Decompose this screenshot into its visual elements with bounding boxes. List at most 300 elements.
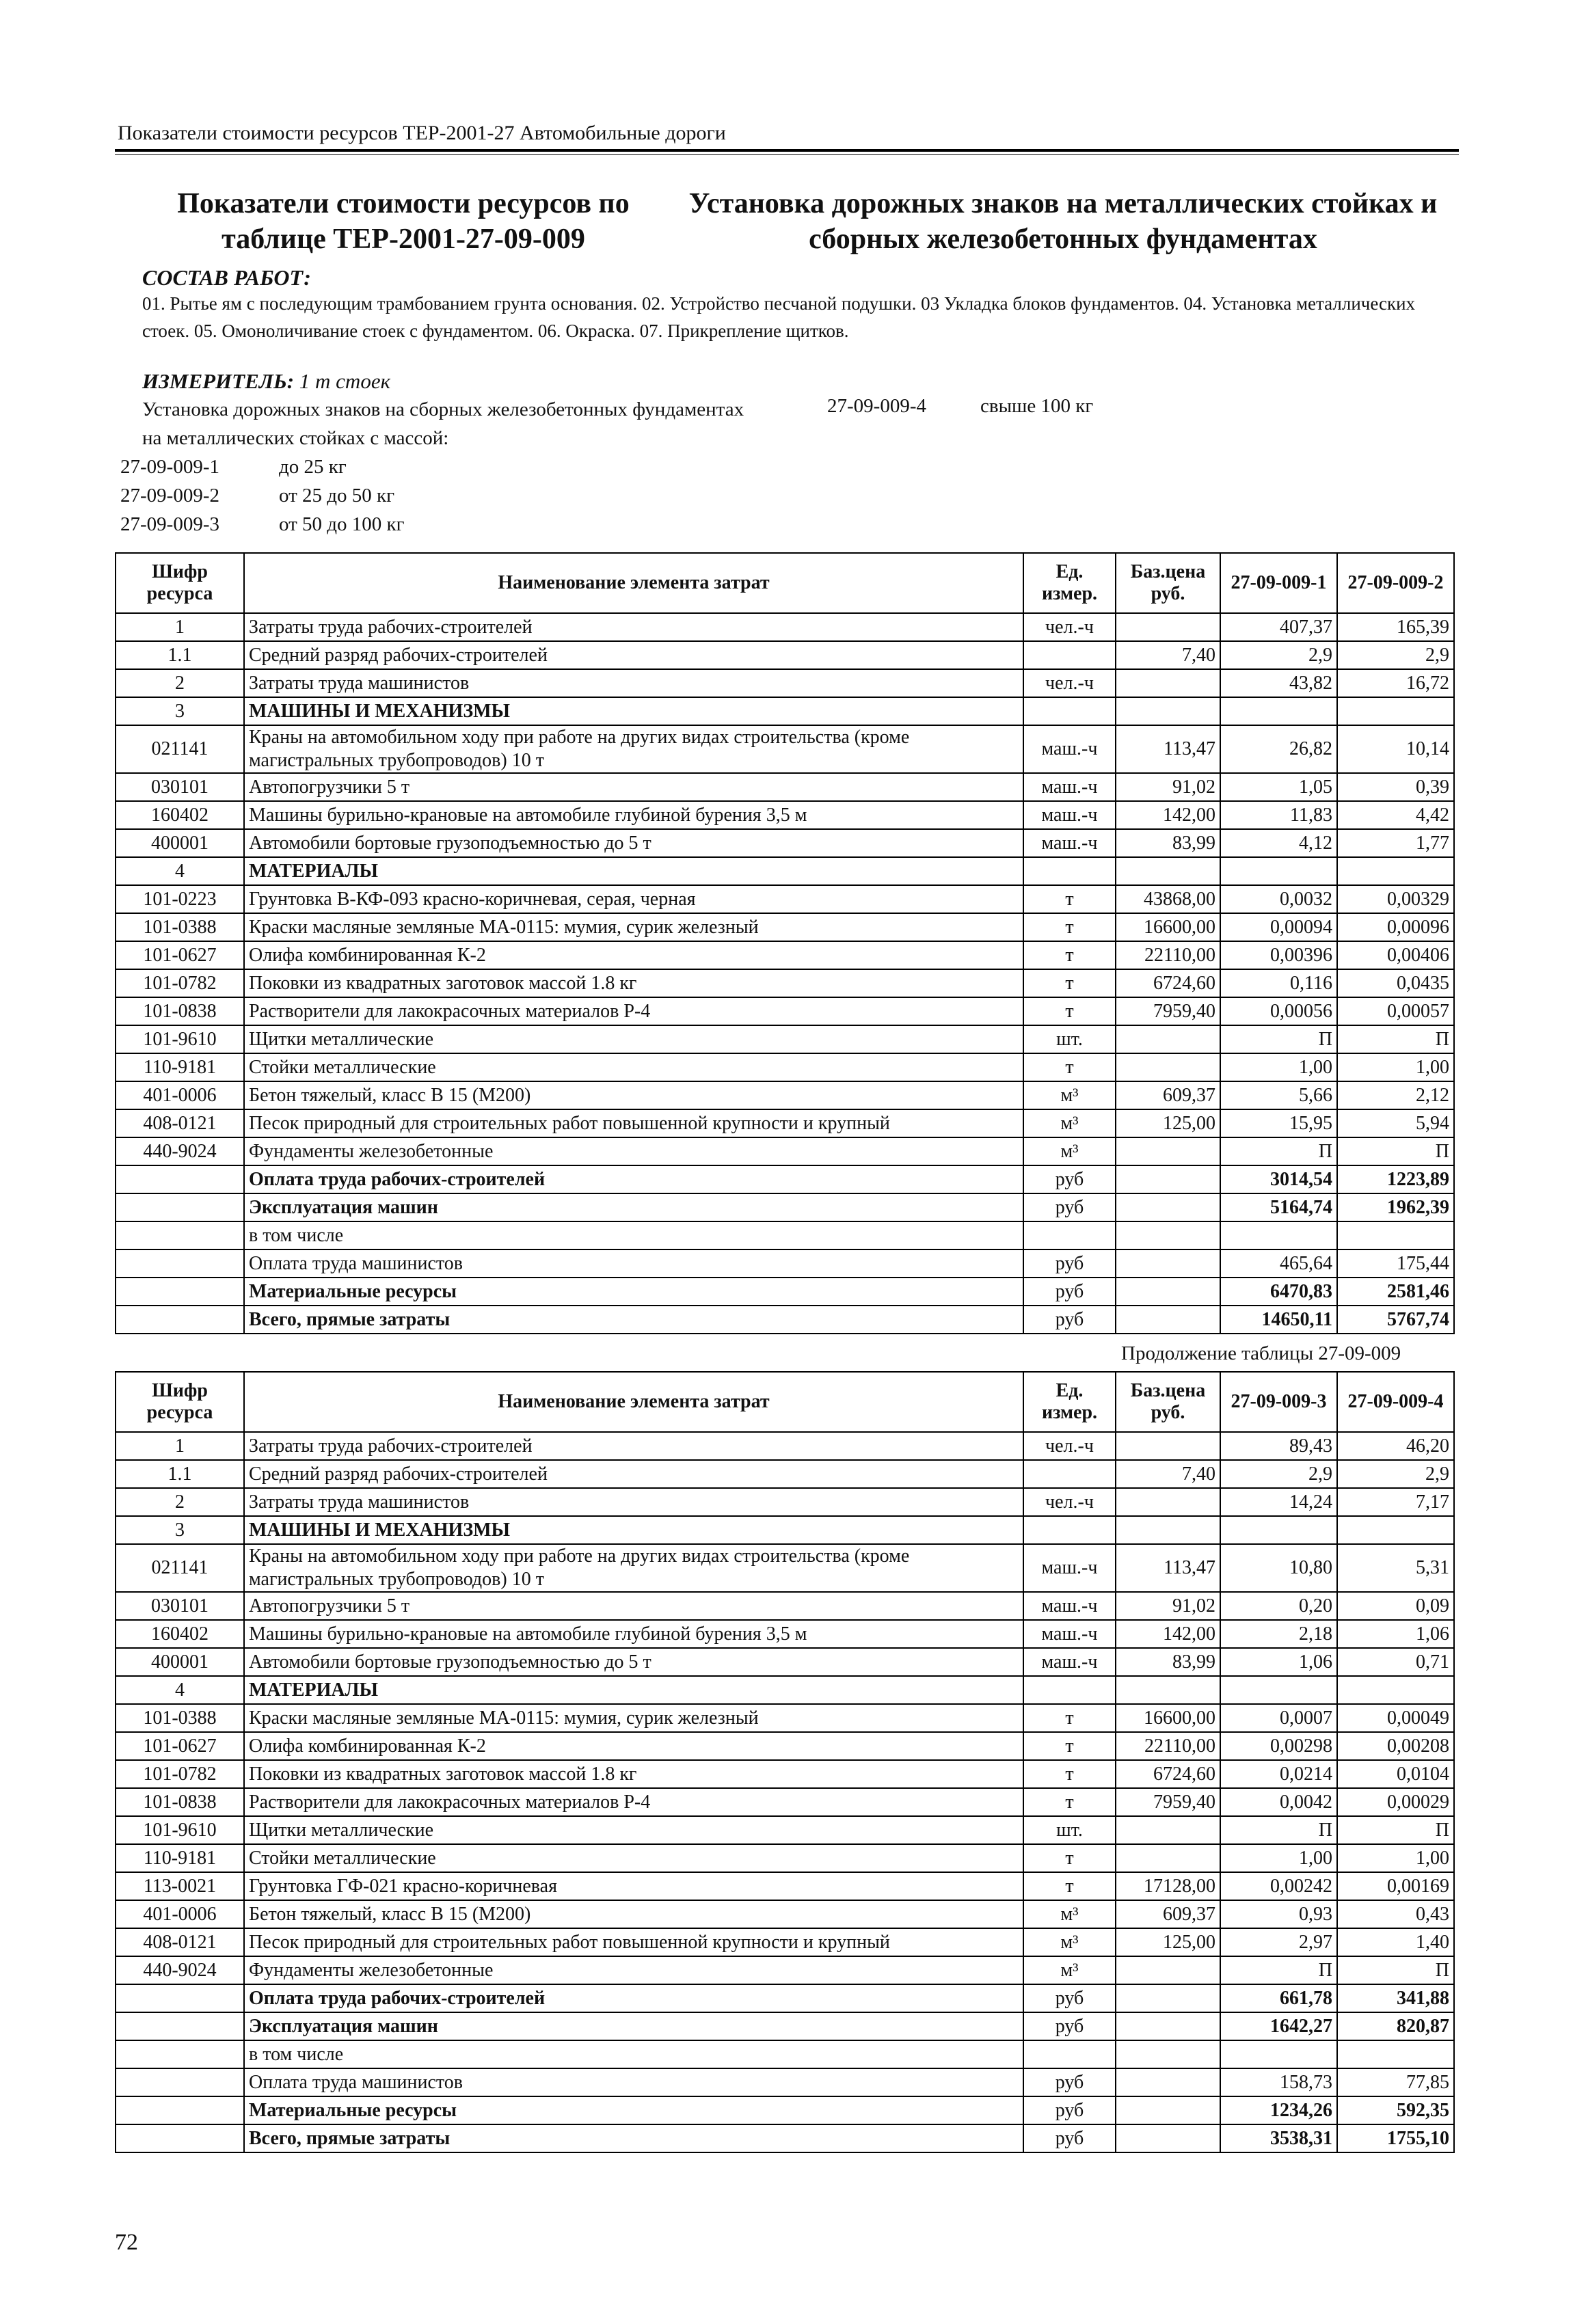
resource-name: Краски масляные земляные МА-0115: мумия, сурик железный: [244, 913, 1023, 941]
total-value: [1220, 1221, 1337, 1249]
total-price-empty: [1116, 1306, 1220, 1334]
resource-name: Затраты труда машинистов: [244, 669, 1023, 697]
norm-value: 2,9: [1220, 641, 1337, 669]
resource-code: 101-0838: [116, 997, 244, 1025]
total-value: 1234,26: [1220, 2096, 1337, 2124]
table-row: [116, 1704, 1454, 1732]
resource-unit: чел.-ч: [1023, 613, 1116, 641]
norm-value: 0,09: [1337, 1592, 1454, 1620]
table-row: [116, 1844, 1454, 1872]
total-name: в том числе: [244, 1221, 1023, 1249]
norm-value: П: [1220, 1137, 1337, 1165]
table-row: [116, 1592, 1454, 1620]
resource-name: МАТЕРИАЛЫ: [244, 857, 1023, 885]
total-value: 3538,31: [1220, 2124, 1337, 2152]
norm-value: 0,0104: [1337, 1760, 1454, 1788]
total-name: Материальные ресурсы: [244, 2096, 1023, 2124]
resource-name: Автомобили бортовые грузоподъемностью до 5 т: [244, 1648, 1023, 1676]
resource-name: Бетон тяжелый, класс В 15 (М200): [244, 1900, 1023, 1928]
resource-base-price: [1116, 1025, 1220, 1053]
resource-unit: маш.-ч: [1023, 1620, 1116, 1648]
resource-code: 101-0627: [116, 1732, 244, 1760]
resource-base-price: 91,02: [1116, 1592, 1220, 1620]
resource-base-price: 125,00: [1116, 1109, 1220, 1137]
norm-value: 0,00056: [1220, 997, 1337, 1025]
resource-code: 2: [116, 1488, 244, 1516]
total-price-empty: [1116, 1193, 1220, 1221]
resource-unit: т: [1023, 1053, 1116, 1081]
total-price-empty: [1116, 2096, 1220, 2124]
range-code: 27-09-009-1: [120, 456, 219, 478]
col-header-code: Шифр ресурса: [116, 553, 244, 613]
page-title: Показатели стоимости ресурсов по таблице ТЕР-2001-27-09-009: [177, 188, 630, 255]
resource-unit: шт.: [1023, 1025, 1116, 1053]
norm-value: 1,06: [1337, 1620, 1454, 1648]
norm-value: [1220, 857, 1337, 885]
norm-value: П: [1337, 1816, 1454, 1844]
total-code-empty: [116, 1278, 244, 1306]
col-header-price: Баз.цена руб.: [1116, 1372, 1220, 1432]
resource-base-price: 6724,60: [1116, 1760, 1220, 1788]
resource-base-price: 83,99: [1116, 829, 1220, 857]
resource-code: 1.1: [116, 1460, 244, 1488]
resource-name: Олифа комбинированная К-2: [244, 1732, 1023, 1760]
total-row: [116, 1278, 1454, 1306]
resource-base-price: [1116, 1676, 1220, 1704]
total-value: 175,44: [1337, 1249, 1454, 1278]
table-header-row: [116, 553, 1454, 613]
resource-name: Фундаменты железобетонные: [244, 1137, 1023, 1165]
resource-base-price: [1116, 1137, 1220, 1165]
resource-unit: маш.-ч: [1023, 1648, 1116, 1676]
resource-name: Песок природный для строительных работ повышенной крупности и крупный: [244, 1109, 1023, 1137]
resource-code: 101-9610: [116, 1025, 244, 1053]
total-code-empty: [116, 2068, 244, 2096]
resource-base-price: [1116, 1516, 1220, 1544]
resource-unit: т: [1023, 913, 1116, 941]
total-name: Материальные ресурсы: [244, 1278, 1023, 1306]
resource-unit: т: [1023, 969, 1116, 997]
resource-code: 401-0006: [116, 1081, 244, 1109]
resource-code: 021141: [116, 725, 244, 773]
resource-base-price: 91,02: [1116, 773, 1220, 801]
norm-value: 2,9: [1337, 1460, 1454, 1488]
resource-code: 1: [116, 1432, 244, 1460]
norm-value: [1337, 1516, 1454, 1544]
code-009-4: 27-09-009-4: [827, 395, 926, 417]
total-name: Всего, прямые затраты: [244, 2124, 1023, 2152]
resource-name: МАТЕРИАЛЫ: [244, 1676, 1023, 1704]
resource-unit: т: [1023, 1872, 1116, 1900]
total-unit: руб: [1023, 2124, 1116, 2152]
norm-value: 89,43: [1220, 1432, 1337, 1460]
resource-code: 160402: [116, 1620, 244, 1648]
norm-value: 1,00: [1220, 1053, 1337, 1081]
range-code: 27-09-009-3: [120, 513, 219, 535]
norm-value: 0,0032: [1220, 885, 1337, 913]
norm-value: 0,0007: [1220, 1704, 1337, 1732]
total-unit: руб: [1023, 1984, 1116, 2012]
resource-name: Поковки из квадратных заготовок массой 1.8 кг: [244, 969, 1023, 997]
resource-code: 4: [116, 1676, 244, 1704]
total-unit: [1023, 2040, 1116, 2068]
total-code-empty: [116, 1249, 244, 1278]
total-unit: руб: [1023, 2012, 1116, 2040]
resource-base-price: [1116, 1432, 1220, 1460]
norm-value: 0,20: [1220, 1592, 1337, 1620]
resource-code: 401-0006: [116, 1900, 244, 1928]
norm-value: 5,94: [1337, 1109, 1454, 1137]
total-code-empty: [116, 1165, 244, 1193]
resource-code: 400001: [116, 1648, 244, 1676]
total-name: Оплата труда рабочих-строителей: [244, 1984, 1023, 2012]
total-unit: руб: [1023, 1165, 1116, 1193]
total-code-empty: [116, 1221, 244, 1249]
work-composition-label: СОСТАВ РАБОТ:: [142, 265, 311, 290]
table-row: [116, 1648, 1454, 1676]
table-row: [116, 913, 1454, 941]
col-header-norm-3: 27-09-009-3: [1220, 1372, 1337, 1432]
resource-code: 4: [116, 857, 244, 885]
resource-base-price: [1116, 857, 1220, 885]
resource-unit: т: [1023, 1760, 1116, 1788]
norm-value: [1337, 697, 1454, 725]
resource-code: 110-9181: [116, 1053, 244, 1081]
resource-code: 408-0121: [116, 1928, 244, 1956]
total-code-empty: [116, 2096, 244, 2124]
total-row: [116, 1984, 1454, 2012]
resource-code: 1: [116, 613, 244, 641]
resource-unit: маш.-ч: [1023, 801, 1116, 829]
resource-code: 101-0782: [116, 969, 244, 997]
header-rule-thin: [115, 154, 1459, 155]
norm-value: 0,0042: [1220, 1788, 1337, 1816]
norm-value: 0,71: [1337, 1648, 1454, 1676]
total-price-empty: [1116, 1165, 1220, 1193]
total-unit: [1023, 1221, 1116, 1249]
col-header-norm-4: 27-09-009-4: [1337, 1372, 1454, 1432]
norm-value: 0,00396: [1220, 941, 1337, 969]
resource-code: 113-0021: [116, 1872, 244, 1900]
resource-code: 2: [116, 669, 244, 697]
norm-value: 0,00096: [1337, 913, 1454, 941]
table-row: [116, 1816, 1454, 1844]
total-value: 6470,83: [1220, 1278, 1337, 1306]
norm-value: 26,82: [1220, 725, 1337, 773]
resource-name: Затраты труда рабочих-строителей: [244, 613, 1023, 641]
total-value: 158,73: [1220, 2068, 1337, 2096]
resource-base-price: 43868,00: [1116, 885, 1220, 913]
resource-code: 030101: [116, 1592, 244, 1620]
norm-value: [1220, 697, 1337, 725]
resource-unit: т: [1023, 997, 1116, 1025]
unit-of-measure-value: 1 т стоек: [299, 369, 391, 393]
total-code-empty: [116, 1193, 244, 1221]
norm-value: 1,40: [1337, 1928, 1454, 1956]
resource-base-price: 142,00: [1116, 1620, 1220, 1648]
total-row: [116, 1249, 1454, 1278]
table-row: [116, 1900, 1454, 1928]
total-row: [116, 1193, 1454, 1221]
resource-code: 101-0388: [116, 913, 244, 941]
resource-code: 408-0121: [116, 1109, 244, 1137]
resource-base-price: [1116, 613, 1220, 641]
total-value: 77,85: [1337, 2068, 1454, 2096]
resource-base-price: 609,37: [1116, 1900, 1220, 1928]
norm-value: 2,97: [1220, 1928, 1337, 1956]
resource-name: Фундаменты железобетонные: [244, 1956, 1023, 1984]
section-row: [116, 857, 1454, 885]
unit-of-measure-label: ИЗМЕРИТЕЛЬ:: [142, 369, 295, 393]
resource-name: Поковки из квадратных заготовок массой 1.8 кг: [244, 1760, 1023, 1788]
resource-name: Средний разряд рабочих-строителей: [244, 1460, 1023, 1488]
resource-code: 101-9610: [116, 1816, 244, 1844]
col-header-unit: Ед. измер.: [1023, 553, 1116, 613]
resource-code: 101-0223: [116, 885, 244, 913]
resource-name: МАШИНЫ И МЕХАНИЗМЫ: [244, 697, 1023, 725]
table-row: [116, 1544, 1454, 1592]
header-rule: [115, 149, 1459, 152]
resource-unit: маш.-ч: [1023, 829, 1116, 857]
total-value: 1223,89: [1337, 1165, 1454, 1193]
resource-base-price: 609,37: [1116, 1081, 1220, 1109]
norm-value: 2,9: [1337, 641, 1454, 669]
total-code-empty: [116, 2124, 244, 2152]
resource-code: 101-0627: [116, 941, 244, 969]
installation-description: Установка дорожных знаков на сборных железобетонных фундаментах на металлических стойках с массой:: [142, 398, 744, 449]
resource-name: Автомобили бортовые грузоподъемностью до 5 т: [244, 829, 1023, 857]
resource-name: МАШИНЫ И МЕХАНИЗМЫ: [244, 1516, 1023, 1544]
table-row: [116, 1109, 1454, 1137]
norm-value: 10,80: [1220, 1544, 1337, 1592]
table-header-row: [116, 1372, 1454, 1432]
resource-unit: т: [1023, 885, 1116, 913]
norm-value: 10,14: [1337, 725, 1454, 773]
resource-unit: чел.-ч: [1023, 1488, 1116, 1516]
table-row: [116, 1928, 1454, 1956]
unit-of-measure: [142, 368, 390, 395]
resource-base-price: 7,40: [1116, 641, 1220, 669]
resource-unit: м³: [1023, 1137, 1116, 1165]
table-row: [116, 1620, 1454, 1648]
norm-value: 0,43: [1337, 1900, 1454, 1928]
resource-base-price: 113,47: [1116, 725, 1220, 773]
total-price-empty: [1116, 1249, 1220, 1278]
norm-value: 1,00: [1337, 1053, 1454, 1081]
norm-value: [1220, 1676, 1337, 1704]
resource-base-price: [1116, 697, 1220, 725]
table-row: [116, 773, 1454, 801]
norm-value: 2,18: [1220, 1620, 1337, 1648]
total-value: 820,87: [1337, 2012, 1454, 2040]
table-row: [116, 885, 1454, 913]
resource-base-price: 7959,40: [1116, 1788, 1220, 1816]
resource-name: Стойки металлические: [244, 1844, 1023, 1872]
resource-unit: м³: [1023, 1956, 1116, 1984]
norm-value: 165,39: [1337, 613, 1454, 641]
norm-value: 2,12: [1337, 1081, 1454, 1109]
norm-value: 46,20: [1337, 1432, 1454, 1460]
total-row: [116, 1165, 1454, 1193]
resource-base-price: 7,40: [1116, 1460, 1220, 1488]
total-unit: руб: [1023, 2096, 1116, 2124]
resource-unit: [1023, 1676, 1116, 1704]
total-value: 1642,27: [1220, 2012, 1337, 2040]
resource-base-price: 83,99: [1116, 1648, 1220, 1676]
resource-unit: маш.-ч: [1023, 725, 1116, 773]
section-row: [116, 697, 1454, 725]
norm-value: 0,00406: [1337, 941, 1454, 969]
total-unit: руб: [1023, 1249, 1116, 1278]
norm-value: 0,0435: [1337, 969, 1454, 997]
total-value: 1962,39: [1337, 1193, 1454, 1221]
norm-value: 4,42: [1337, 801, 1454, 829]
norm-value: 0,39: [1337, 773, 1454, 801]
resource-unit: т: [1023, 941, 1116, 969]
resource-base-price: 22110,00: [1116, 941, 1220, 969]
norm-value: 15,95: [1220, 1109, 1337, 1137]
resource-base-price: [1116, 1956, 1220, 1984]
resource-code: 030101: [116, 773, 244, 801]
total-price-empty: [1116, 2124, 1220, 2152]
col-header-price: Баз.цена руб.: [1116, 553, 1220, 613]
table-row: [116, 1788, 1454, 1816]
resource-unit: чел.-ч: [1023, 1432, 1116, 1460]
resource-unit: т: [1023, 1844, 1116, 1872]
norm-value: [1220, 1516, 1337, 1544]
resource-base-price: 125,00: [1116, 1928, 1220, 1956]
resource-name: Щитки металлические: [244, 1025, 1023, 1053]
total-value: [1220, 2040, 1337, 2068]
table-row: [116, 1956, 1454, 1984]
table-row: [116, 1025, 1454, 1053]
norm-value: 1,77: [1337, 829, 1454, 857]
resource-code: 440-9024: [116, 1956, 244, 1984]
norm-value: 0,00242: [1220, 1872, 1337, 1900]
total-name: Оплата труда машинистов: [244, 2068, 1023, 2096]
resource-base-price: 6724,60: [1116, 969, 1220, 997]
norm-value: 0,00329: [1337, 885, 1454, 913]
continuation-note: Продолжение таблицы 27-09-009: [1121, 1342, 1401, 1364]
resource-name: Средний разряд рабочих-строителей: [244, 641, 1023, 669]
resource-unit: [1023, 1516, 1116, 1544]
total-row: [116, 2012, 1454, 2040]
norm-value: П: [1337, 1956, 1454, 1984]
mass-range-item: [120, 510, 405, 539]
total-name: Оплата труда машинистов: [244, 1249, 1023, 1278]
resource-base-price: [1116, 1488, 1220, 1516]
resource-unit: шт.: [1023, 1816, 1116, 1844]
norm-value: 0,93: [1220, 1900, 1337, 1928]
resource-code: 101-0838: [116, 1788, 244, 1816]
norm-value: [1337, 1676, 1454, 1704]
resource-unit: чел.-ч: [1023, 669, 1116, 697]
norm-value: 4,12: [1220, 829, 1337, 857]
total-price-empty: [1116, 2012, 1220, 2040]
total-price-empty: [1116, 1278, 1220, 1306]
resource-code: 021141: [116, 1544, 244, 1592]
norm-value: 0,00049: [1337, 1704, 1454, 1732]
resource-base-price: 7959,40: [1116, 997, 1220, 1025]
range-desc: до 25 кг: [279, 456, 347, 478]
resource-code: 1.1: [116, 641, 244, 669]
total-unit: руб: [1023, 1306, 1116, 1334]
resource-base-price: [1116, 669, 1220, 697]
table-row: [116, 1137, 1454, 1165]
norm-value: 407,37: [1220, 613, 1337, 641]
resource-name: Стойки металлические: [244, 1053, 1023, 1081]
resource-unit: м³: [1023, 1081, 1116, 1109]
total-name: Эксплуатация машин: [244, 1193, 1023, 1221]
norm-value: 11,83: [1220, 801, 1337, 829]
norm-value: 0,00208: [1337, 1732, 1454, 1760]
col-header-norm-1: 27-09-009-1: [1220, 553, 1337, 613]
resource-name: Автопогрузчики 5 т: [244, 1592, 1023, 1620]
col-header-name: Наименование элемента затрат: [244, 1372, 1023, 1432]
mass-range-item: [120, 452, 405, 481]
total-value: 14650,11: [1220, 1306, 1337, 1334]
resource-unit: м³: [1023, 1900, 1116, 1928]
code-009-4-desc: свыше 100 кг: [980, 395, 1094, 417]
resource-unit: [1023, 641, 1116, 669]
running-header: Показатели стоимости ресурсов ТЕР-2001-27 Автомобильные дороги: [118, 122, 726, 144]
total-value: 465,64: [1220, 1249, 1337, 1278]
table-row: [116, 801, 1454, 829]
table-row: [116, 641, 1454, 669]
total-row: [116, 2124, 1454, 2152]
total-row: [116, 2096, 1454, 2124]
table-row: [116, 941, 1454, 969]
norm-value: 5,66: [1220, 1081, 1337, 1109]
resource-code: 3: [116, 697, 244, 725]
resource-name: Машины бурильно-крановые на автомобиле глубиной бурения 3,5 м: [244, 801, 1023, 829]
resource-unit: маш.-ч: [1023, 1544, 1116, 1592]
resource-base-price: 17128,00: [1116, 1872, 1220, 1900]
total-row: [116, 1306, 1454, 1334]
resource-base-price: 142,00: [1116, 801, 1220, 829]
resource-name: Щитки металлические: [244, 1816, 1023, 1844]
norm-value: 2,9: [1220, 1460, 1337, 1488]
resource-code: 110-9181: [116, 1844, 244, 1872]
norm-value: 1,05: [1220, 773, 1337, 801]
norm-value: 5,31: [1337, 1544, 1454, 1592]
resource-name: Грунтовка ГФ-021 красно-коричневая: [244, 1872, 1023, 1900]
total-price-empty: [1116, 1221, 1220, 1249]
total-unit: руб: [1023, 1193, 1116, 1221]
table-row: [116, 1053, 1454, 1081]
norm-value: 1,00: [1220, 1844, 1337, 1872]
norm-value: 43,82: [1220, 669, 1337, 697]
resource-name: Затраты труда рабочих-строителей: [244, 1432, 1023, 1460]
norm-value: 0,00057: [1337, 997, 1454, 1025]
norm-value: П: [1220, 1816, 1337, 1844]
resource-unit: [1023, 697, 1116, 725]
resource-code: 3: [116, 1516, 244, 1544]
total-unit: руб: [1023, 2068, 1116, 2096]
col-header-code: Шифр ресурса: [116, 1372, 244, 1432]
table-row: [116, 1081, 1454, 1109]
norm-value: П: [1220, 1025, 1337, 1053]
work-composition-text: 01. Рытье ям с последующим трамбованием грунта основания. 02. Устройство песчаной подушки. 03 Укладка блоков фундаментов. 04. Установка металлических стоек. 05. Омоноличивание стоек с фундаментом. 06. Окраска. 07. Прикрепление щитков.: [142, 293, 1416, 341]
total-row: [116, 2040, 1454, 2068]
total-code-empty: [116, 2012, 244, 2040]
resource-name: Краны на автомобильном ходу при работе на других видах строительства (кроме магистральных трубопроводов) 10 т: [244, 725, 1023, 773]
resource-base-price: 16600,00: [1116, 1704, 1220, 1732]
total-name: Оплата труда рабочих-строителей: [244, 1165, 1023, 1193]
total-row: [116, 2068, 1454, 2096]
table-row: [116, 997, 1454, 1025]
resource-unit: м³: [1023, 1109, 1116, 1137]
